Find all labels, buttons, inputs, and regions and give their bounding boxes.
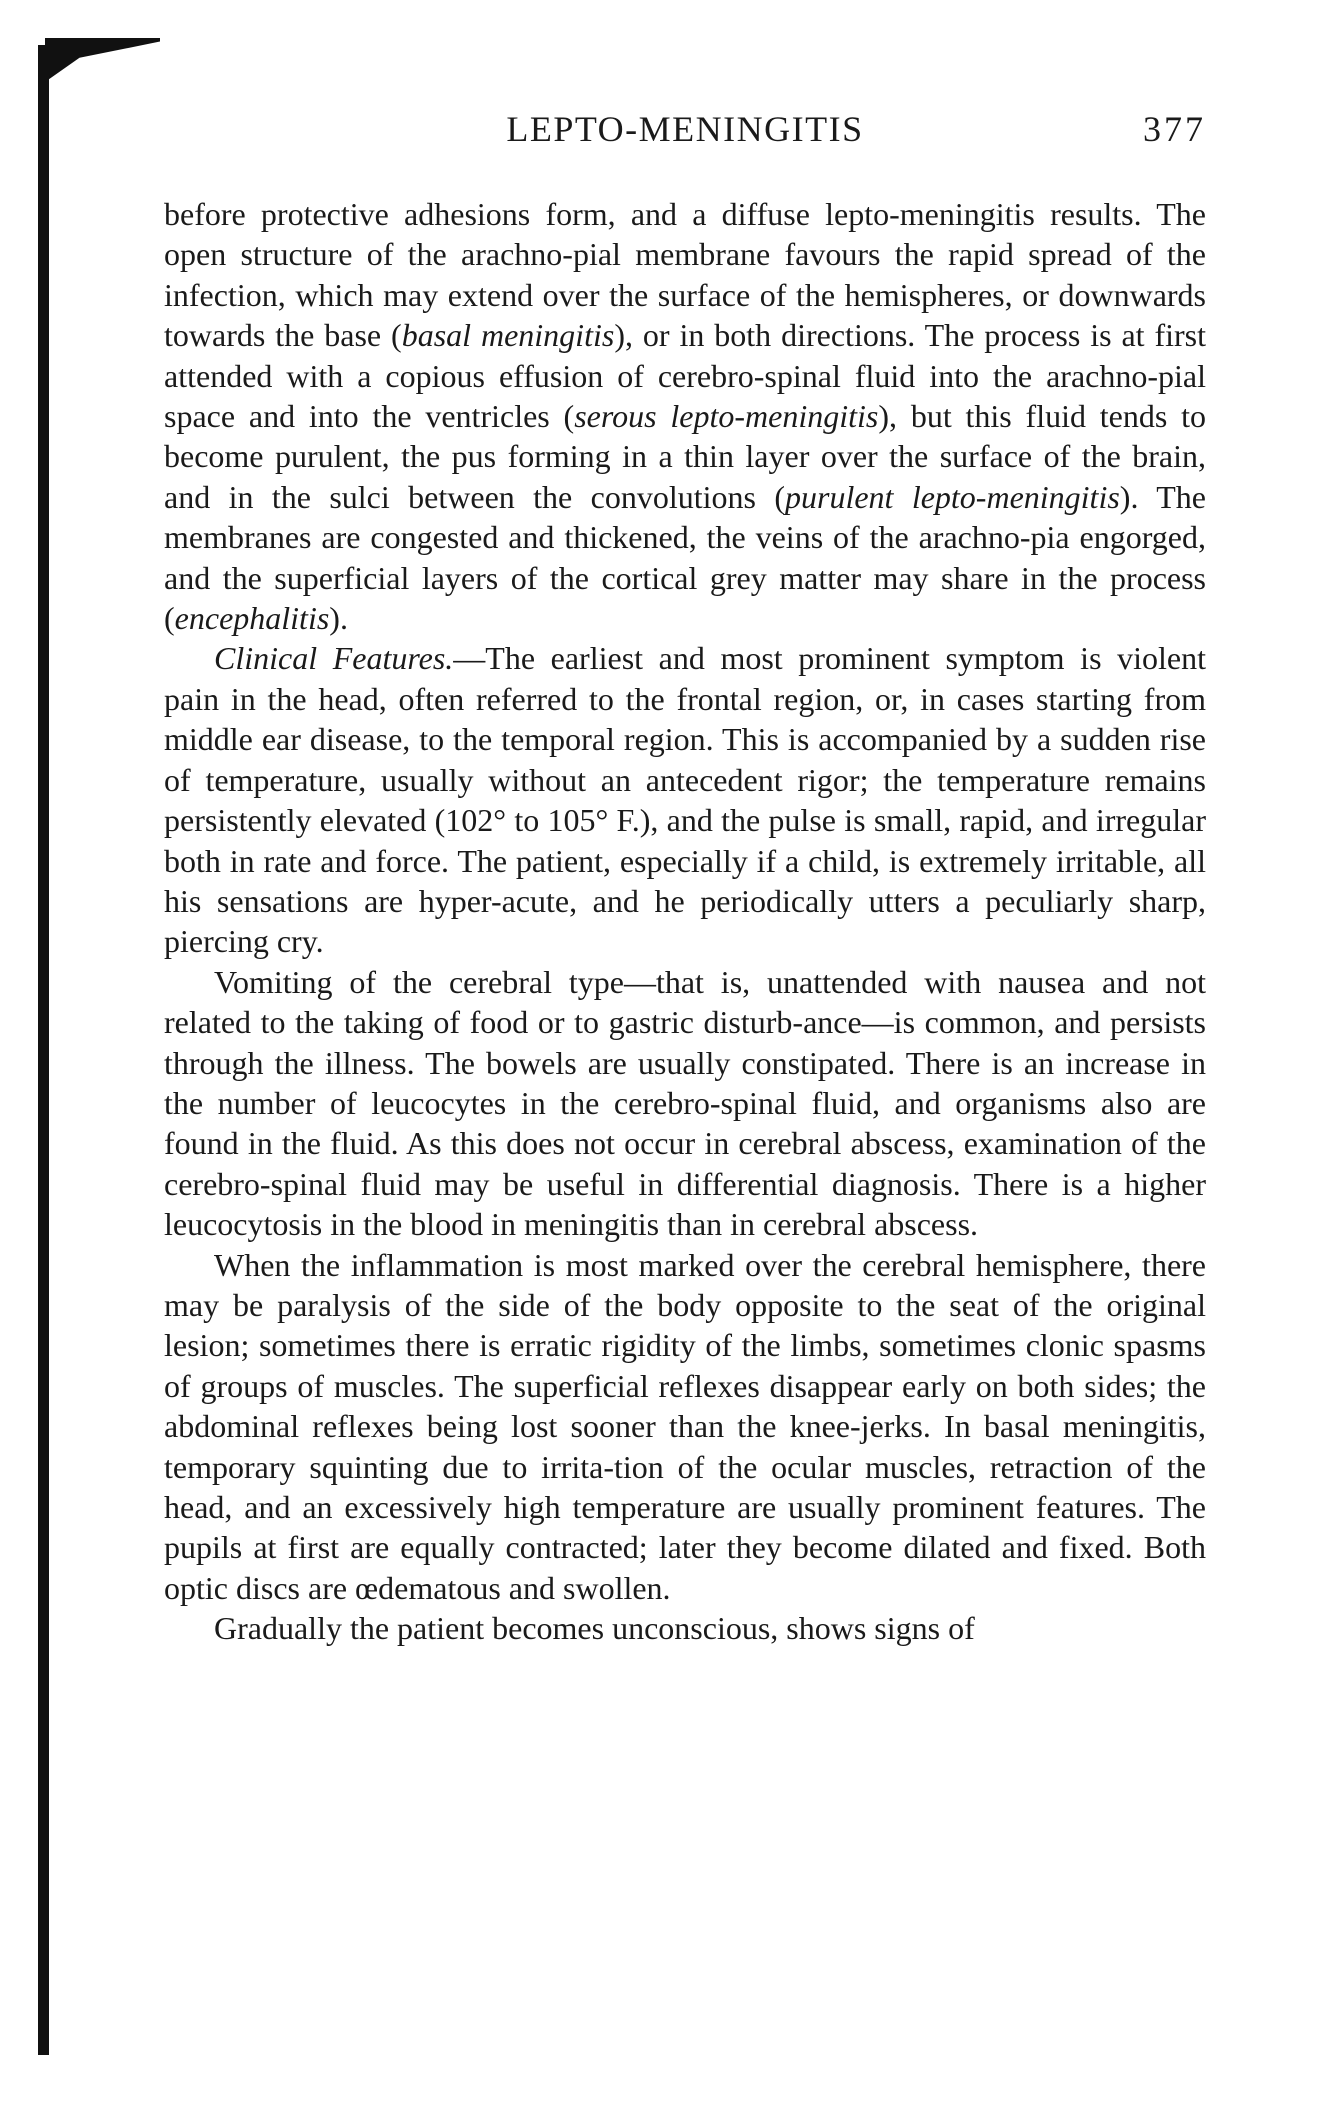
binding-tab xyxy=(45,38,160,82)
running-head: LEPTO-MENINGITIS xyxy=(506,109,864,149)
text-segment: —The earliest and most prominent symptom is violent pain in the head, often referred to the frontal region, or, in cases starting from middle ear disease, to the temporal region. This is accompanied by a sudden rise of temperature, usually without an antecedent rigor; the temperature remains persistently elevated (102° to 105° F.), and the pulse is small, rapid, and irregular both in rate and force. The patient, especially if a child, is extremely irritable, all his sensations are hyper-acute, and he periodically utters a peculiarly sharp, piercing cry. xyxy=(164,640,1206,960)
binding-edge xyxy=(38,45,49,2055)
italic-term: serous lepto-meningitis xyxy=(574,398,879,435)
paragraph-vomiting xyxy=(164,962,1206,1245)
text-segment: When the inflammation is most marked over the cerebral hemisphere, there may be paralysis of the side of the body opposite to the seat of the original lesion; sometimes there is erratic rigidity of the limbs, sometimes clonic spasms of groups of muscles. The superficial reflexes disappear early on both sides; the abdominal reflexes being lost sooner than the knee-jerks. In basal meningitis, temporary squinting due to irrita-tion of the ocular muscles, retraction of the head, and an excessively high temperature are usually prominent features. The pupils at first are equally contracted; later they become dilated and fixed. Both optic discs are œdematous and swollen. xyxy=(164,1246,1206,1606)
section-heading: Clinical Features. xyxy=(214,640,454,677)
text-segment: ). The membranes are congested and thickened, the veins of the arachno-pia engorged, and the superficial layers of the cortical grey matter may share in the process ( xyxy=(164,478,1207,637)
page-number: 377 xyxy=(1143,109,1206,149)
paragraph-continuation xyxy=(164,194,1206,638)
page-header xyxy=(164,108,1206,156)
paragraph-gradually xyxy=(164,1608,1206,1648)
text-segment: ), but this fluid tends to become purulent, the pus forming in a thin layer over the surface of the brain, and in the sulci between the convolutions ( xyxy=(164,398,1207,515)
text-segment: ), or in both directions. The process is at first attended with a copious effusion of cerebro-spinal fluid into the arachno-pial space and into the ventricles ( xyxy=(164,317,1207,435)
italic-term: purulent lepto-meningitis xyxy=(785,478,1120,515)
italic-term: encephalitis xyxy=(174,600,330,637)
body-text xyxy=(164,194,1206,1649)
text-segment: Vomiting of the cerebral type—that is, unattended with nausea and not related to the taking of food or to gastric disturb-ance—is common, and persists through the illness. The bowels are usually constipated. There is an increase in the number of leucocytes in the cerebro-spinal fluid, and organisms also are found in the fluid. As this does not occur in cerebral abscess, examination of the cerebro-spinal fluid may be useful in differential diagnosis. There is a higher leucocytosis in the blood in meningitis than in cerebral abscess. xyxy=(164,963,1206,1243)
text-segment: before protective adhesions form, and a diffuse lepto-meningitis results. The open structure of the arachno-pial membrane favours the rapid spread of the infection, which may extend over the surface of the hemispheres, or downwards towards the base ( xyxy=(164,196,1206,354)
text-segment: ). xyxy=(329,600,348,637)
paragraph-clinical-features xyxy=(164,638,1206,961)
paragraph-inflammation xyxy=(164,1245,1206,1609)
italic-term: basal meningitis xyxy=(401,317,615,354)
text-segment: Gradually the patient becomes unconscious, shows signs of xyxy=(214,1610,975,1647)
